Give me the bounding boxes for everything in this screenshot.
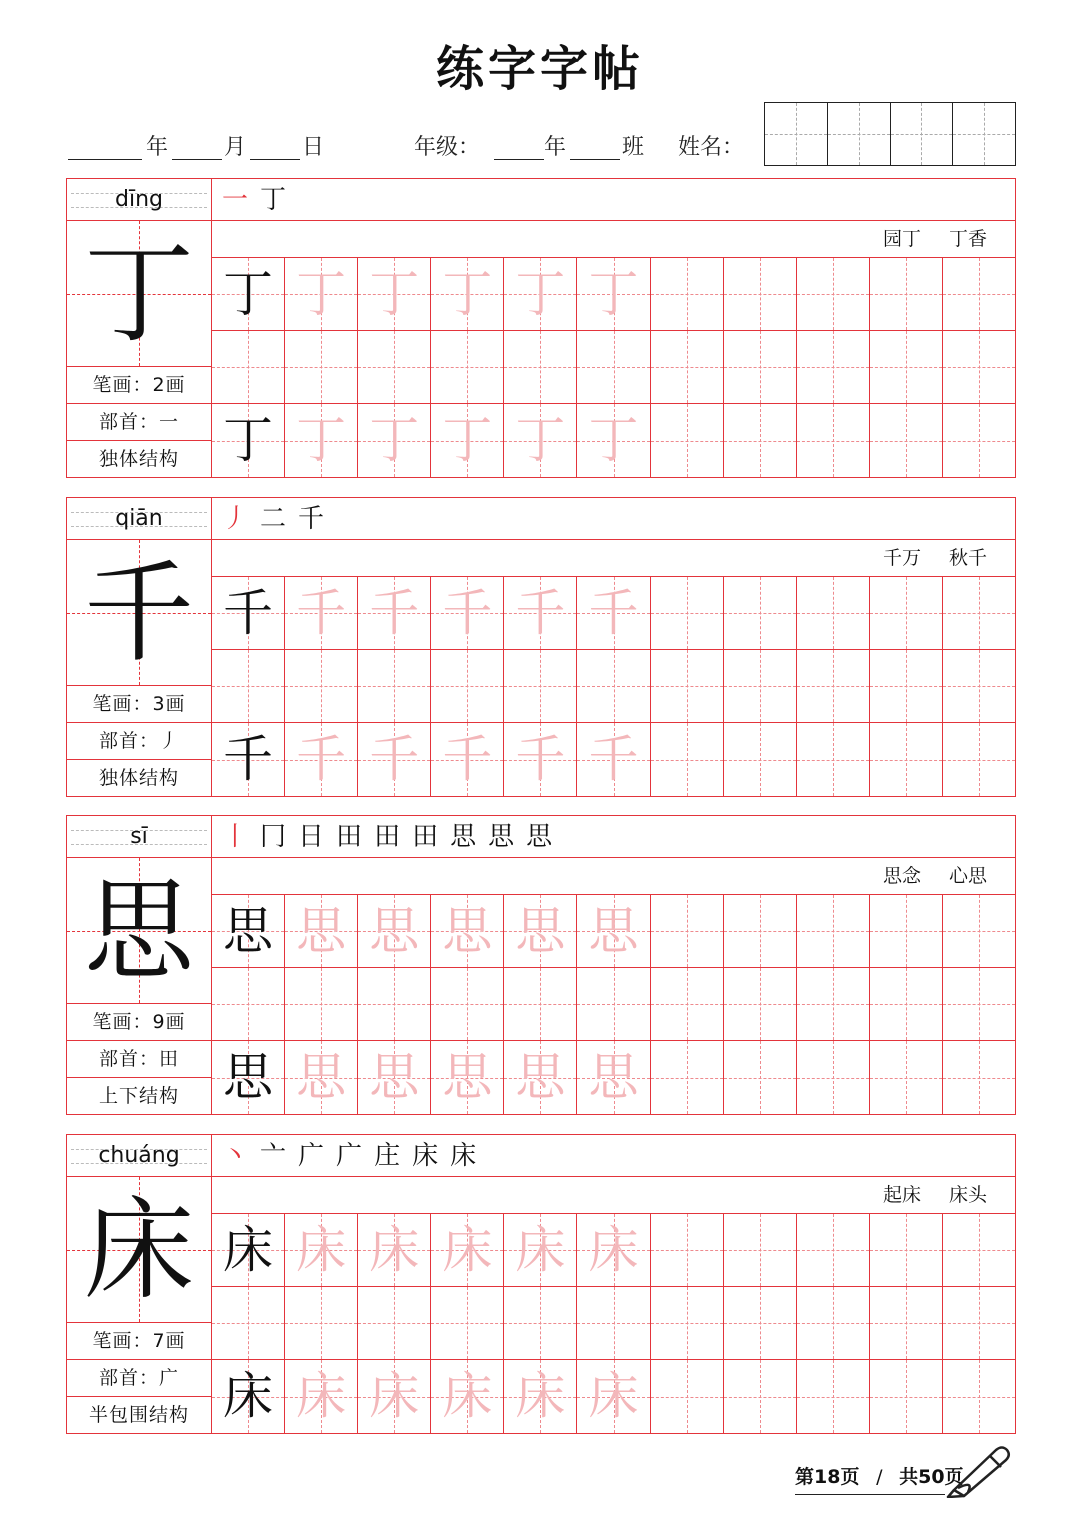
practice-cell[interactable] (577, 650, 650, 723)
practice-panel (212, 816, 1015, 1114)
char-block (66, 178, 1016, 478)
char-block (66, 497, 1016, 797)
practice-cell[interactable] (285, 1287, 358, 1360)
stroke-order (212, 816, 1015, 858)
stroke-step: 冂 (260, 822, 293, 852)
page-number: 第18页 (795, 1466, 860, 1488)
practice-cell[interactable] (724, 577, 797, 650)
practice-panel (212, 1135, 1015, 1433)
model-char: 丁 (84, 230, 194, 358)
practice-cell[interactable] (285, 723, 358, 796)
model-char: 床 (84, 1186, 194, 1314)
trace-char: 丁 (296, 265, 347, 323)
practice-cell[interactable] (358, 577, 431, 650)
model-char: 千 (84, 549, 194, 677)
trace-char: 思 (369, 1048, 420, 1106)
example-char: 丁 (223, 411, 274, 469)
practice-cell[interactable] (797, 258, 870, 331)
practice-cell[interactable] (358, 1287, 431, 1360)
practice-cell[interactable] (431, 895, 504, 968)
practice-grid (212, 1214, 1015, 1433)
practice-cell[interactable] (504, 331, 577, 404)
trace-char: 床 (515, 1221, 566, 1279)
practice-cell[interactable] (504, 723, 577, 796)
char-info-panel (67, 179, 212, 477)
trace-char: 丁 (442, 265, 493, 323)
practice-cell[interactable] (943, 1041, 1015, 1114)
practice-cell[interactable] (943, 723, 1015, 796)
stroke-step: 日 (298, 822, 331, 852)
practice-cell[interactable] (358, 1360, 431, 1433)
practice-cell[interactable] (870, 968, 943, 1041)
day-blank[interactable] (250, 159, 300, 160)
trace-char: 床 (296, 1221, 347, 1279)
example-char: 千 (223, 584, 274, 642)
radical: 部首：广 (67, 1360, 211, 1397)
practice-cell[interactable] (212, 577, 285, 650)
stroke-count: 笔画：7画 (67, 1323, 211, 1360)
trace-char: 思 (442, 1048, 493, 1106)
grid-row (212, 577, 1015, 650)
practice-cell[interactable] (431, 1041, 504, 1114)
grid-row (212, 723, 1015, 796)
day-label: 日 (302, 135, 325, 160)
trace-char: 千 (588, 584, 639, 642)
practice-cell[interactable] (870, 1360, 943, 1433)
stroke-step: 丁 (260, 185, 293, 215)
practice-cell[interactable] (577, 1214, 650, 1287)
structure: 独体结构 (98, 448, 179, 470)
name-box[interactable] (891, 103, 954, 165)
char-info-panel (67, 498, 212, 796)
practice-cell[interactable] (212, 258, 285, 331)
page-indicator (795, 1462, 964, 1489)
practice-cell[interactable] (870, 331, 943, 404)
example-word: 秋千 (948, 547, 987, 569)
practice-cell[interactable] (943, 258, 1015, 331)
pinyin-text: qiān (115, 506, 163, 531)
practice-cell[interactable] (358, 895, 431, 968)
practice-cell[interactable] (797, 1360, 870, 1433)
stroke-step: 思 (488, 822, 521, 852)
month-blank[interactable] (172, 159, 222, 160)
practice-cell[interactable] (504, 1287, 577, 1360)
trace-char: 丁 (369, 265, 420, 323)
example-char: 千 (223, 730, 274, 788)
name-boxes[interactable] (764, 102, 1016, 166)
practice-cell[interactable] (943, 1287, 1015, 1360)
practice-cell[interactable] (358, 404, 431, 477)
practice-cell[interactable] (724, 650, 797, 723)
stroke-step: 丿 (222, 504, 255, 534)
trace-char: 千 (588, 730, 639, 788)
practice-cell[interactable] (577, 258, 650, 331)
practice-cell[interactable] (431, 1287, 504, 1360)
practice-cell[interactable] (651, 723, 724, 796)
page-title: 练字字帖 (435, 41, 644, 97)
practice-cell[interactable] (212, 1041, 285, 1114)
trace-char: 床 (515, 1367, 566, 1425)
grid-row (212, 404, 1015, 477)
pinyin (67, 1135, 211, 1177)
practice-cell[interactable] (431, 1214, 504, 1287)
pinyin-text: sī (130, 824, 148, 849)
practice-cell[interactable] (943, 895, 1015, 968)
name-label: 姓名： (678, 135, 745, 160)
practice-cell[interactable] (724, 331, 797, 404)
trace-char: 思 (296, 1048, 347, 1106)
practice-cell[interactable] (943, 577, 1015, 650)
radical: 部首：田 (67, 1041, 211, 1078)
trace-char: 床 (588, 1367, 639, 1425)
grid-row (212, 1214, 1015, 1287)
practice-cell[interactable] (285, 1360, 358, 1433)
practice-cell[interactable] (797, 723, 870, 796)
practice-cell[interactable] (504, 1041, 577, 1114)
footer-underline (795, 1494, 945, 1495)
practice-cell[interactable] (504, 650, 577, 723)
practice-cell[interactable] (870, 1214, 943, 1287)
trace-char: 思 (588, 902, 639, 960)
practice-cell[interactable] (504, 1360, 577, 1433)
example-word: 起床 (882, 1184, 921, 1206)
grid-row (212, 1041, 1015, 1114)
grade-year-label: 年 (544, 135, 567, 160)
trace-char: 丁 (296, 411, 347, 469)
practice-cell[interactable] (797, 1214, 870, 1287)
example-word: 千万 (882, 547, 921, 569)
radical: 部首：一 (67, 404, 211, 441)
example-char: 床 (223, 1367, 274, 1425)
practice-cell[interactable] (212, 723, 285, 796)
practice-cell[interactable] (943, 331, 1015, 404)
stroke-step: 田 (336, 822, 369, 852)
page-total: 共50页 (899, 1466, 964, 1488)
practice-cell[interactable] (577, 404, 650, 477)
char-info-panel (67, 1135, 212, 1433)
practice-cell[interactable] (504, 258, 577, 331)
pinyin-text: chuáng (98, 1143, 180, 1168)
name-box[interactable] (828, 103, 891, 165)
trace-char: 床 (442, 1221, 493, 1279)
pen-icon (944, 1442, 1016, 1498)
practice-cell[interactable] (724, 1360, 797, 1433)
practice-cell[interactable] (577, 331, 650, 404)
trace-char: 千 (369, 584, 420, 642)
example-word: 思念 (882, 865, 921, 887)
practice-cell[interactable] (577, 577, 650, 650)
practice-cell[interactable] (504, 577, 577, 650)
grid-row (212, 1287, 1015, 1360)
trace-char: 丁 (588, 411, 639, 469)
grade-year-blank[interactable] (494, 159, 544, 160)
practice-cell[interactable] (797, 404, 870, 477)
practice-cell[interactable] (651, 577, 724, 650)
trace-char: 千 (296, 730, 347, 788)
stroke-step: 田 (374, 822, 407, 852)
class-blank[interactable] (570, 159, 620, 160)
example-char: 床 (223, 1221, 274, 1279)
practice-cell[interactable] (431, 1360, 504, 1433)
practice-cell[interactable] (358, 650, 431, 723)
practice-cell[interactable] (504, 1214, 577, 1287)
practice-cell[interactable] (577, 1360, 650, 1433)
stroke-step: 庄 (374, 1141, 407, 1171)
trace-char: 思 (369, 902, 420, 960)
practice-cell[interactable] (943, 650, 1015, 723)
practice-cell[interactable] (797, 895, 870, 968)
example-word: 丁香 (948, 228, 987, 250)
practice-cell[interactable] (651, 1041, 724, 1114)
radical: 部首：丿 (67, 723, 211, 760)
stroke-step: 思 (526, 822, 559, 852)
practice-cell[interactable] (431, 331, 504, 404)
practice-cell[interactable] (212, 1214, 285, 1287)
stroke-step: 一 (222, 185, 255, 215)
trace-char: 思 (296, 902, 347, 960)
practice-cell[interactable] (651, 968, 724, 1041)
practice-cell[interactable] (870, 258, 943, 331)
stroke-step: 丨 (222, 822, 255, 852)
grid-row (212, 258, 1015, 331)
structure: 上下结构 (98, 1085, 179, 1107)
practice-cell[interactable] (431, 404, 504, 477)
practice-cell[interactable] (870, 1287, 943, 1360)
month-label: 月 (224, 135, 247, 160)
class-label: 班 (622, 135, 645, 160)
trace-char: 千 (515, 584, 566, 642)
stroke-count: 笔画：2画 (67, 367, 211, 404)
trace-char: 丁 (369, 411, 420, 469)
practice-cell[interactable] (285, 331, 358, 404)
trace-char: 丁 (588, 265, 639, 323)
pinyin (67, 816, 211, 858)
practice-cell[interactable] (651, 404, 724, 477)
practice-cell[interactable] (651, 1214, 724, 1287)
stroke-step: 床 (412, 1141, 445, 1171)
stroke-order (212, 179, 1015, 221)
practice-cell[interactable] (797, 577, 870, 650)
practice-cell[interactable] (651, 650, 724, 723)
pinyin (67, 498, 211, 540)
practice-cell[interactable] (943, 404, 1015, 477)
grid-row (212, 1360, 1015, 1433)
practice-cell[interactable] (724, 1287, 797, 1360)
stroke-count: 笔画：3画 (67, 686, 211, 723)
structure: 独体结构 (98, 767, 179, 789)
example-word: 心思 (948, 865, 987, 887)
grid-row (212, 968, 1015, 1041)
practice-cell[interactable] (358, 1041, 431, 1114)
practice-cell[interactable] (651, 895, 724, 968)
practice-cell[interactable] (285, 258, 358, 331)
practice-cell[interactable] (870, 404, 943, 477)
practice-cell[interactable] (285, 895, 358, 968)
model-char: 思 (84, 867, 194, 995)
practice-grid (212, 895, 1015, 1114)
practice-cell[interactable] (724, 1214, 797, 1287)
year-label: 年 (146, 135, 169, 160)
example-word: 园丁 (882, 228, 921, 250)
stroke-step: 广 (336, 1141, 369, 1171)
stroke-step: 亠 (260, 1141, 293, 1171)
practice-cell[interactable] (870, 1041, 943, 1114)
practice-cell[interactable] (285, 1214, 358, 1287)
practice-cell[interactable] (724, 895, 797, 968)
practice-cell[interactable] (724, 968, 797, 1041)
char-block (66, 815, 1016, 1115)
practice-cell[interactable] (943, 968, 1015, 1041)
grid-row (212, 650, 1015, 723)
stroke-step: 二 (260, 504, 293, 534)
trace-char: 思 (588, 1048, 639, 1106)
pinyin (67, 179, 211, 221)
pinyin-text: dīng (115, 187, 163, 212)
stroke-step: 田 (412, 822, 445, 852)
practice-cell[interactable] (285, 650, 358, 723)
practice-cell[interactable] (651, 1287, 724, 1360)
year-blank[interactable] (68, 159, 142, 160)
stroke-step: 千 (298, 504, 331, 534)
practice-cell[interactable] (724, 404, 797, 477)
trace-char: 床 (442, 1367, 493, 1425)
practice-cell[interactable] (285, 404, 358, 477)
model-char-box (67, 221, 211, 367)
practice-cell[interactable] (212, 650, 285, 723)
example-words (212, 858, 1015, 895)
practice-cell[interactable] (797, 1287, 870, 1360)
practice-cell[interactable] (724, 258, 797, 331)
example-words (212, 221, 1015, 258)
char-block (66, 1134, 1016, 1434)
example-char: 丁 (223, 265, 274, 323)
stroke-step: 广 (298, 1141, 331, 1171)
header-info (66, 130, 766, 170)
practice-cell[interactable] (504, 404, 577, 477)
practice-cell[interactable] (212, 404, 285, 477)
trace-char: 千 (296, 584, 347, 642)
stroke-step: 思 (450, 822, 483, 852)
practice-cell[interactable] (358, 968, 431, 1041)
example-words (212, 1177, 1015, 1214)
practice-cell[interactable] (577, 723, 650, 796)
practice-grid (212, 577, 1015, 796)
trace-char: 床 (369, 1367, 420, 1425)
trace-char: 丁 (515, 265, 566, 323)
trace-char: 床 (588, 1221, 639, 1279)
practice-cell[interactable] (431, 650, 504, 723)
practice-cell[interactable] (431, 258, 504, 331)
grade-label: 年级： (414, 135, 481, 160)
grid-row (212, 331, 1015, 404)
practice-cell[interactable] (212, 1287, 285, 1360)
practice-cell[interactable] (577, 1287, 650, 1360)
name-box[interactable] (953, 103, 1015, 165)
practice-panel (212, 498, 1015, 796)
practice-cell[interactable] (504, 895, 577, 968)
practice-cell[interactable] (870, 650, 943, 723)
page-separator: / (876, 1466, 883, 1488)
practice-cell[interactable] (577, 1041, 650, 1114)
practice-cell[interactable] (212, 968, 285, 1041)
practice-cell[interactable] (212, 1360, 285, 1433)
trace-char: 丁 (442, 411, 493, 469)
trace-char: 千 (369, 730, 420, 788)
practice-cell[interactable] (577, 895, 650, 968)
model-char-box (67, 1177, 211, 1323)
practice-cell[interactable] (797, 331, 870, 404)
trace-char: 床 (296, 1367, 347, 1425)
practice-cell[interactable] (285, 968, 358, 1041)
practice-cell[interactable] (651, 1360, 724, 1433)
trace-char: 思 (515, 902, 566, 960)
practice-cell[interactable] (797, 968, 870, 1041)
trace-char: 千 (442, 584, 493, 642)
practice-panel (212, 179, 1015, 477)
practice-cell[interactable] (212, 331, 285, 404)
practice-cell[interactable] (724, 723, 797, 796)
practice-cell[interactable] (431, 723, 504, 796)
practice-cell[interactable] (870, 895, 943, 968)
trace-char: 丁 (515, 411, 566, 469)
stroke-step: 床 (450, 1141, 483, 1171)
practice-grid (212, 258, 1015, 477)
practice-cell[interactable] (358, 723, 431, 796)
model-char-box (67, 858, 211, 1004)
practice-cell[interactable] (431, 968, 504, 1041)
practice-cell[interactable] (724, 1041, 797, 1114)
char-info-panel (67, 816, 212, 1114)
stroke-step: 丶 (222, 1141, 255, 1171)
structure: 半包围结构 (88, 1404, 189, 1426)
practice-cell[interactable] (651, 258, 724, 331)
practice-cell[interactable] (358, 1214, 431, 1287)
name-box[interactable] (765, 103, 828, 165)
trace-char: 思 (442, 902, 493, 960)
trace-char: 千 (515, 730, 566, 788)
grid-row (212, 895, 1015, 968)
example-word: 床头 (948, 1184, 987, 1206)
practice-cell[interactable] (358, 258, 431, 331)
practice-cell[interactable] (504, 968, 577, 1041)
stroke-order (212, 1135, 1015, 1177)
practice-cell[interactable] (870, 723, 943, 796)
trace-char: 床 (369, 1221, 420, 1279)
practice-cell[interactable] (943, 1214, 1015, 1287)
example-char: 思 (223, 1048, 274, 1106)
practice-cell[interactable] (797, 1041, 870, 1114)
practice-cell[interactable] (577, 968, 650, 1041)
practice-cell[interactable] (943, 1360, 1015, 1433)
practice-cell[interactable] (870, 577, 943, 650)
stroke-order (212, 498, 1015, 540)
practice-cell[interactable] (212, 895, 285, 968)
trace-char: 千 (442, 730, 493, 788)
example-words (212, 540, 1015, 577)
practice-cell[interactable] (285, 577, 358, 650)
trace-char: 思 (515, 1048, 566, 1106)
stroke-count: 笔画：9画 (67, 1004, 211, 1041)
practice-cell[interactable] (285, 1041, 358, 1114)
practice-cell[interactable] (431, 577, 504, 650)
model-char-box (67, 540, 211, 686)
practice-cell[interactable] (651, 331, 724, 404)
practice-cell[interactable] (797, 650, 870, 723)
example-char: 思 (223, 902, 274, 960)
practice-cell[interactable] (358, 331, 431, 404)
